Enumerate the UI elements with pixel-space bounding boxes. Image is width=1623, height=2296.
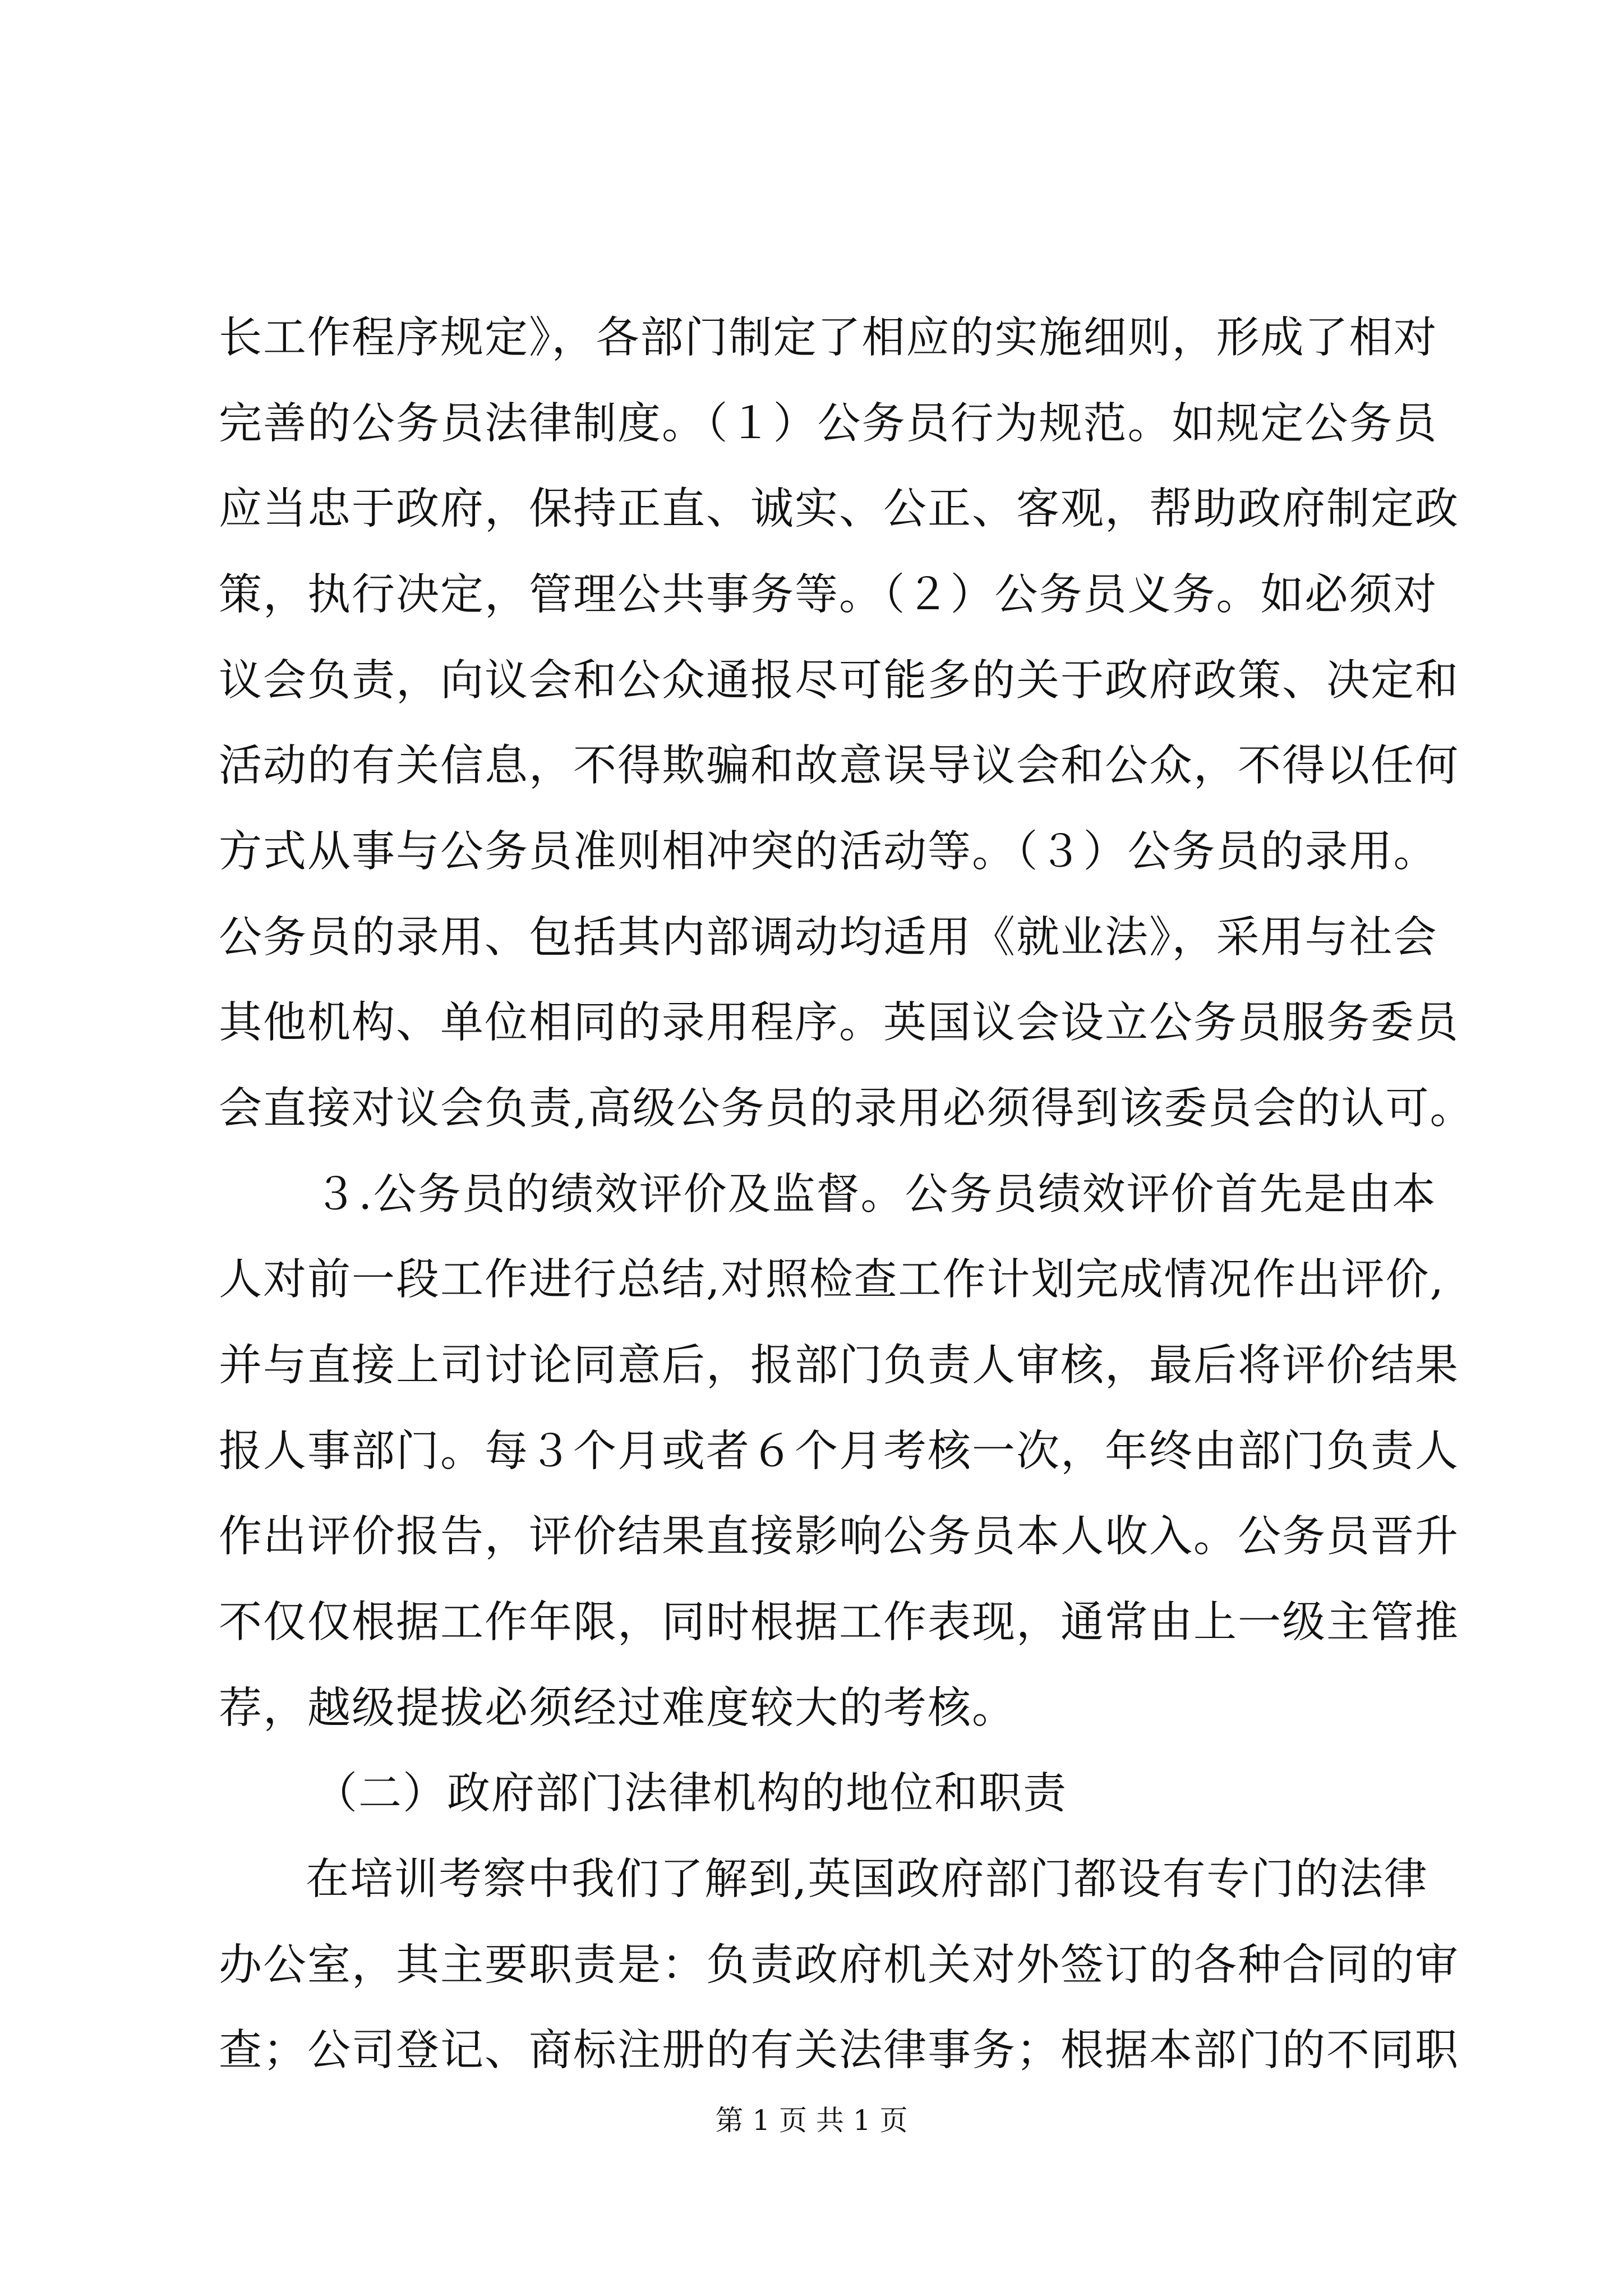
text-line: 完善的公务员法律制度。（１）公务员行为规范。如规定公务员 — [219, 399, 1438, 449]
text-line: 长工作程序规定》，各部门制定了相应的实施细则，形成了相对 — [219, 313, 1438, 363]
text-line: 查；公司登记、商标注册的有关法律事务；根据本部门的不同职 — [219, 2026, 1459, 2076]
text-line: 策，执行决定，管理公共事务等。（２）公务员义务。如必须对 — [219, 570, 1438, 620]
text-line: 并与直接上司讨论同意后，报部门负责人审核，最后将评价结果 — [219, 1341, 1459, 1391]
text-line: 报人事部门。每３个月或者６个月考核一次，年终由部门负责人 — [219, 1427, 1459, 1476]
text-line: 作出评价报告，评价结果直接影响公务员本人收入。公务员晋升 — [219, 1512, 1459, 1562]
text-line: 荐，越级提拔必须经过难度较大的考核。 — [219, 1683, 1016, 1733]
text-line: 办公室，其主要职责是：负责政府机关对外签订的各种合同的审 — [219, 1940, 1459, 1990]
text-line: 会直接对议会负责,高级公务员的录用必须得到该委员会的认可。 — [219, 1084, 1474, 1134]
section-heading: （二）政府部门法律机构的地位和职责 — [314, 1769, 1067, 1819]
text-line: 不仅仅根据工作年限，同时根据工作表现，通常由上一级主管推 — [219, 1598, 1459, 1648]
text-line: 其他机构、单位相同的录用程序。英国议会设立公务员服务委员 — [219, 998, 1459, 1048]
text-line: 方式从事与公务员准则相冲突的活动等。（３）公务员的录用。 — [219, 827, 1438, 877]
text-line: 公务员的录用、包括其内部调动均适用《就业法》，采用与社会 — [219, 913, 1438, 963]
text-line: 活动的有关信息，不得欺骗和故意误导议会和公众，不得以任何 — [219, 741, 1459, 791]
page-footer: 第 1 页 共 1 页 — [715, 2104, 908, 2137]
text-line: 议会负责，向议会和公众通报尽可能多的关于政府政策、决定和 — [219, 656, 1459, 706]
text-line: 人对前一段工作进行总结,对照检查工作计划完成情况作出评价, — [219, 1255, 1445, 1305]
text-line: 应当忠于政府，保持正直、诚实、公正、客观，帮助政府制定政 — [219, 484, 1459, 534]
paragraph-start-line: ３.公务员的绩效评价及监督。公务员绩效评价首先是由本 — [314, 1170, 1437, 1220]
paragraph-start-line: 在培训考察中我们了解到,英国政府部门都设有专门的法律 — [306, 1855, 1428, 1904]
